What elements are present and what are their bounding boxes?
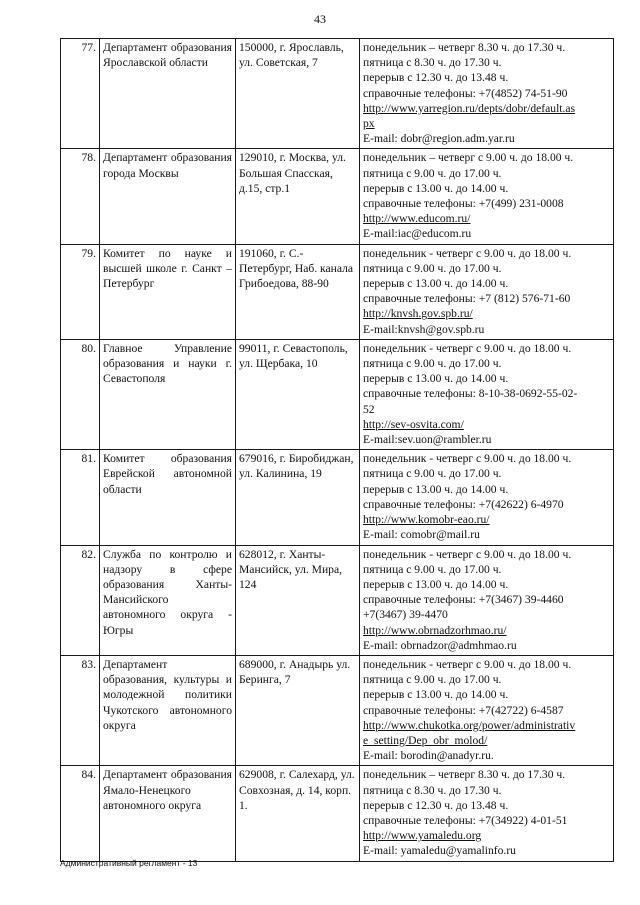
- department-name: Департамент образования, культуры и молодежной политики Чукотского автономного округа: [100, 655, 236, 765]
- contact-line: перерыв с 12.30 ч. до 13.48 ч.: [363, 71, 509, 85]
- contact-line: +7(3467) 39-4470: [363, 608, 448, 622]
- contact-line: 52: [363, 402, 375, 416]
- contact-line: понедельник - четверг с 9.00 ч. до 18.00 ч.: [363, 547, 572, 561]
- contact-line: пятница с 9.00 ч. до 17.00 ч.: [363, 562, 502, 576]
- department-name: Комитет образования Еврейской автономной области: [100, 450, 236, 545]
- contact-line: справочные телефоны: +7(4852) 74-51-90: [363, 86, 568, 100]
- row-number: 82.: [61, 545, 100, 655]
- footer-text: Административный регламент - 13: [60, 858, 198, 868]
- contact-line: пятница с 9.00 ч. до 17.00 ч.: [363, 673, 502, 687]
- contact-line: E-mail:sev.uon@rambler.ru: [363, 433, 492, 447]
- contact-line: пятница с 8.30 ч. до 17.30 ч.: [363, 56, 502, 70]
- table-row: [61, 766, 614, 861]
- contact-line: понедельник – четверг 8.30 ч. до 17.30 ч.: [363, 768, 566, 782]
- department-address: 628012, г. Ханты-Мансийск, ул. Мира, 124: [236, 545, 360, 655]
- contact-line: понедельник - четверг с 9.00 ч. до 18.00 ч.: [363, 452, 572, 466]
- contact-line: пятница с 9.00 ч. до 17.00 ч.: [363, 166, 502, 180]
- contact-line: понедельник – четверг 8.30 ч. до 17.30 ч.: [363, 41, 566, 54]
- department-address: 150000, г. Ярославль, ул. Советская, 7: [236, 39, 360, 149]
- website-link[interactable]: http://www.yarregion.ru/depts/dobr/default.as: [363, 101, 576, 115]
- contact-info: [360, 149, 614, 244]
- contact-line: пятница с 9.00 ч. до 17.00 ч.: [363, 261, 502, 275]
- department-name: Служба по контролю и надзору в сфере образования Ханты-Мансийского автономного округа - Югры: [100, 545, 236, 655]
- department-address: 191060, г. С.-Петербург, Наб. канала Грибоедова, 88-90: [236, 244, 360, 339]
- table-body: [61, 39, 614, 862]
- contact-line: справочные телефоны: +7(499) 231-0008: [363, 197, 564, 211]
- row-number: 83.: [61, 655, 100, 765]
- website-link[interactable]: http://sev-osvita.com/: [363, 417, 464, 431]
- contact-line: справочные телефоны: 8-10-38-0692-55-02-: [363, 387, 578, 401]
- contact-line: справочные телефоны: +7(42622) 6-4970: [363, 497, 564, 511]
- contact-line: пятница с 8.30 ч. до 17.30 ч.: [363, 783, 502, 797]
- department-name: Главное Управление образования и науки г. Севастополя: [100, 339, 236, 449]
- department-address: 629008, г. Салехард, ул. Совхозная, д. 14, корп. 1.: [236, 766, 360, 861]
- website-link[interactable]: http://www.obrnadzorhmao.ru/: [363, 623, 507, 637]
- contact-line: перерыв с 13.00 ч. до 14.00 ч.: [363, 277, 509, 291]
- contact-line: E-mail: obrnadzor@admhmao.ru: [363, 638, 517, 652]
- website-link[interactable]: http://www.yamaledu.org: [363, 829, 482, 843]
- contact-info: [360, 244, 614, 339]
- contact-info: [360, 545, 614, 655]
- row-number: 84.: [61, 766, 100, 861]
- contact-line: справочные телефоны: +7(42722) 6-4587: [363, 703, 564, 717]
- row-number: 79.: [61, 244, 100, 339]
- row-number: 78.: [61, 149, 100, 244]
- table-row: [61, 655, 614, 765]
- contact-line: понедельник - четверг с 9.00 ч. до 18.00 ч.: [363, 657, 572, 671]
- contact-line: справочные телефоны: +7 (812) 576-71-60: [363, 292, 571, 306]
- contact-line: перерыв с 12.30 ч. до 13.48 ч.: [363, 798, 509, 812]
- contact-info: [360, 39, 614, 149]
- department-name: Департамент образования города Москвы: [100, 149, 236, 244]
- department-name: Департамент образования Ярославской области: [100, 39, 236, 149]
- contact-line: пятница с 9.00 ч. до 17.00 ч.: [363, 357, 502, 371]
- website-link[interactable]: px: [363, 117, 375, 131]
- contact-line: E-mail:knvsh@gov.spb.ru: [363, 322, 485, 336]
- contact-line: перерыв с 13.00 ч. до 14.00 ч.: [363, 482, 509, 496]
- website-link[interactable]: http://www.komobr-eao.ru/: [363, 513, 490, 527]
- table-row: [61, 149, 614, 244]
- contact-line: перерыв с 13.00 ч. до 14.00 ч.: [363, 577, 509, 591]
- table-row: [61, 450, 614, 545]
- contact-line: понедельник – четверг с 9.00 ч. до 18.00 ч.: [363, 151, 574, 165]
- contact-line: понедельник - четверг с 9.00 ч. до 18.00 ч.: [363, 341, 572, 355]
- table-row: [61, 545, 614, 655]
- website-link[interactable]: e_setting/Dep_obr_molod/: [363, 733, 488, 747]
- table-row: [61, 339, 614, 449]
- department-name: Департамент образования Ямало-Ненецкого автономного округа: [100, 766, 236, 861]
- website-link[interactable]: http://www.chukotka.org/power/administrativ: [363, 718, 576, 732]
- contact-line: E-mail: borodin@anadyr.ru.: [363, 749, 494, 763]
- contact-line: перерыв с 13.00 ч. до 14.00 ч.: [363, 372, 509, 386]
- departments-table: [60, 38, 614, 862]
- website-link[interactable]: http://www.educom.ru/: [363, 212, 471, 226]
- page-number: 43: [314, 12, 326, 26]
- contact-line: E-mail:iac@educom.ru: [363, 227, 472, 241]
- department-address: 679016, г. Биробиджан, ул. Калинина, 19: [236, 450, 360, 545]
- row-number: 81.: [61, 450, 100, 545]
- table-row: [61, 244, 614, 339]
- department-address: 689000, г. Анадырь ул. Беринга, 7: [236, 655, 360, 765]
- department-address: 129010, г. Москва, ул. Большая Спасская, д.15, стр.1: [236, 149, 360, 244]
- contact-info: [360, 766, 614, 861]
- contact-line: E-mail: dobr@region.adm.yar.ru: [363, 132, 515, 146]
- contact-line: E-mail: comobr@mail.ru: [363, 528, 480, 542]
- department-address: 99011, г. Севастополь, ул. Щербака, 10: [236, 339, 360, 449]
- department-name: Комитет по науке и высшей школе г. Санкт – Петербург: [100, 244, 236, 339]
- contact-line: E-mail: yamaledu@yamalinfo.ru: [363, 844, 516, 858]
- contact-line: перерыв с 13.00 ч. до 14.00 ч.: [363, 688, 509, 702]
- contact-line: понедельник - четверг с 9.00 ч. до 18.00 ч.: [363, 246, 572, 260]
- contact-line: пятница с 9.00 ч. до 17.00 ч.: [363, 467, 502, 481]
- table-row: [61, 39, 614, 149]
- contact-info: [360, 655, 614, 765]
- contact-info: [360, 339, 614, 449]
- row-number: 77.: [61, 39, 100, 149]
- website-link[interactable]: http://knvsh.gov.spb.ru/: [363, 307, 473, 321]
- contact-line: перерыв с 13.00 ч. до 14.00 ч.: [363, 181, 509, 195]
- row-number: 80.: [61, 339, 100, 449]
- contact-line: справочные телефоны: +7(34922) 4-01-51: [363, 813, 568, 827]
- contact-info: [360, 450, 614, 545]
- contact-line: справочные телефоны: +7(3467) 39-4460: [363, 593, 564, 607]
